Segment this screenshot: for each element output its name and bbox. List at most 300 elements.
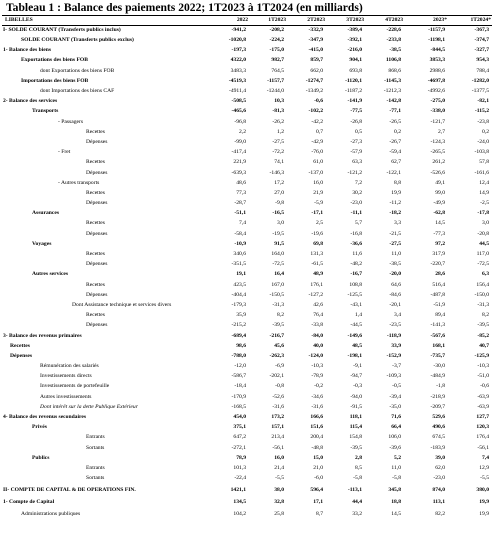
value-cell: 15,0 [313,454,323,461]
value-cell: 982,7 [271,57,284,64]
value-cell: 2,5 [316,220,323,227]
value-cell: 78,9 [236,454,246,461]
value-cell: 66,4 [391,424,401,431]
value-cell: -17,8 [477,210,489,217]
value-cell: 166,6 [310,414,323,421]
table-row [2,66,492,76]
value-cell: -124,3 [430,138,445,145]
table-row [2,168,492,178]
value-cell: -150,0 [474,291,489,298]
value-cell: -27,3 [350,138,362,145]
value-cell: 529,6 [432,414,445,421]
value-cell: -487,8 [430,291,445,298]
value-cell: -208,2 [269,26,284,33]
row-label: Importations des biens FOB [21,77,89,84]
value-cell: 156,4 [476,281,489,288]
value-cell: 76,4 [313,312,323,319]
value-cell: 3,0 [277,220,284,227]
table-row [2,25,492,36]
row-label: 4- Balance des revenus secondaires [3,414,87,421]
value-cell: 19,1 [236,271,246,278]
value-cell: -1120,1 [345,77,362,84]
value-cell: -77,1 [389,108,401,115]
value-cell: 38,0 [274,486,284,493]
value-cell: 16,4 [274,271,284,278]
value-cell: -11,2 [389,200,401,207]
value-cell: 8,5 [355,464,362,471]
value-cell: -58,4 [234,230,246,237]
value-cell: 375,1 [233,424,246,431]
value-cell: 28,6 [435,271,445,278]
value-cell: -51,0 [477,373,489,380]
value-cell: -215,2 [231,322,246,329]
table-row [2,453,492,463]
value-cell: 115,4 [349,424,362,431]
value-cell: -34,6 [311,393,323,400]
value-cell: 118,1 [349,414,362,421]
value-cell: -23,5 [389,322,401,329]
value-cell: -844,5 [430,47,445,54]
value-cell: -125,5 [347,291,362,298]
row-label: - Passagers [58,118,84,125]
value-cell: 2,2 [239,128,246,135]
value-cell: 62,7 [391,159,401,166]
row-label: I- SOLDE COURANT (Transferts publics inclus) [3,26,121,33]
value-cell: 97,2 [435,240,445,247]
table-row [2,392,492,402]
table-row [2,158,492,168]
table-row [2,56,492,66]
value-cell: -121,2 [347,169,362,176]
value-cell: 21,9 [313,189,323,196]
value-cell: -28,7 [234,200,246,207]
row-label: Administrations publiques [21,510,81,517]
table-row [2,178,492,188]
value-cell: 4322,0 [230,57,246,64]
value-cell: -1377,5 [471,88,489,95]
value-cell: 16,0 [313,179,323,186]
value-cell: 7,4 [239,220,246,227]
value-cell: -42,9 [311,138,323,145]
value-cell: 33,2 [352,510,362,517]
value-cell: -63,9 [477,393,489,400]
value-cell: -39,5 [477,322,489,329]
value-cell: 14,9 [479,189,489,196]
value-cell: 12,9 [479,464,489,471]
value-cell: -220,7 [430,261,445,268]
table-row [2,443,492,453]
value-cell: 71,6 [391,414,401,421]
value-cell: 176,4 [476,434,489,441]
value-cell: 380,0 [476,486,489,493]
value-cell: -228,6 [386,26,401,33]
value-cell: -415,0 [308,47,323,54]
value-cell: 151,6 [310,424,323,431]
table-row [2,209,492,219]
value-cell: 157,1 [271,424,284,431]
table-row [2,372,492,382]
row-label: Entrants [86,434,105,441]
row-label: Dont intérêt sur la dette Publique Extérieur [40,403,138,410]
value-cell: -51,1 [234,210,246,217]
value-cell: 764,5 [271,67,284,74]
table-row [2,280,492,290]
value-cell: -4992,6 [427,88,445,95]
table-row [2,36,492,46]
value-cell: 8,2 [277,312,284,319]
value-cell: 30,2 [352,189,362,196]
value-cell: -31,3 [272,301,284,308]
value-cell: -332,9 [308,26,323,33]
column-header: LIBELLES [2,16,210,26]
value-cell: -121,7 [430,118,445,125]
value-cell: -38,5 [389,47,401,54]
value-cell: -94,7 [350,373,362,380]
row-label: Recettes [86,189,105,196]
value-cell: 35,9 [236,312,246,319]
row-label: - Autres transports [58,179,100,186]
table-row [2,46,492,56]
value-cell: 261,2 [432,159,445,166]
value-cell: -118,9 [386,332,401,339]
table-row [2,484,492,497]
value-cell: -19,5 [272,230,284,237]
table-row [2,77,492,87]
value-cell: 168,1 [432,342,445,349]
value-cell: -84,6 [389,291,401,298]
value-cell: 32,8 [274,499,284,506]
value-cell: -20,0 [389,271,401,278]
row-label: Publics [32,454,50,461]
column-header: 3T2023 [326,16,365,26]
table-row [2,97,492,107]
value-cell: -142,8 [386,98,401,105]
value-cell: -11,1 [350,210,362,217]
value-cell: -5,9 [314,200,323,207]
value-cell: -39,5 [272,322,284,329]
table-body [2,25,492,519]
value-cell: 2,8 [355,454,362,461]
value-cell: -124,0 [308,352,323,359]
value-cell: 0,2 [482,128,489,135]
value-cell: 788,4 [476,67,489,74]
value-cell: -735,7 [430,352,445,359]
value-cell: -77,5 [350,108,362,115]
row-label: Autres investissements [40,393,92,400]
value-cell: -103,8 [474,149,489,156]
value-cell: 11,0 [391,464,401,471]
value-cell: -5,8 [392,475,401,482]
value-cell: 101,3 [233,464,246,471]
value-cell: -141,3 [430,322,445,329]
value-cell: -0,5 [392,383,401,390]
row-label: Autres services [32,271,69,278]
value-cell: -82,1 [477,98,489,105]
row-label: Recettes [10,342,30,349]
value-cell: 859,7 [310,57,323,64]
value-cell: 904,1 [349,57,362,64]
value-cell: 3,3 [394,220,401,227]
value-cell: 134,5 [233,499,246,506]
value-cell: 3483,3 [230,67,246,74]
value-cell: 868,6 [388,67,401,74]
value-cell: 516,4 [432,281,445,288]
table-row [2,321,492,331]
value-cell: -72,5 [477,261,489,268]
value-cell: 48,9 [313,271,323,278]
value-cell: 11,0 [391,251,401,258]
value-cell: -33,8 [311,322,323,329]
value-cell: -24,0 [477,138,489,145]
value-cell: -16,8 [350,230,362,237]
value-cell: -48,8 [311,444,323,451]
value-cell: -72,5 [272,261,284,268]
value-cell: -141,9 [347,98,362,105]
value-cell: 221,9 [233,159,246,166]
row-label: II- COMPTE DE CAPITAL & DE OPERATIONS FIN. [3,486,136,493]
value-cell: -85,2 [477,332,489,339]
value-cell: -404,4 [231,291,246,298]
table-row [2,497,492,510]
value-cell: -2,5 [480,200,489,207]
table-row [2,464,492,474]
value-cell: -5,8 [353,475,362,482]
value-cell: 1421,1 [230,486,246,493]
value-cell: -26,5 [389,118,401,125]
value-cell: 7,4 [482,454,489,461]
value-cell: 19,9 [479,499,489,506]
row-label: Dépenses [86,169,108,176]
row-label: Voyages [32,240,52,247]
value-cell: -161,6 [474,169,489,176]
value-cell: 7,2 [355,179,362,186]
value-cell: -16,5 [272,210,284,217]
value-cell: 317,9 [432,251,445,258]
row-label: Recettes [86,251,105,258]
column-header: 4T2023 [365,16,404,26]
value-cell: 674,5 [432,434,445,441]
value-cell: -122,1 [386,169,401,176]
value-cell: 490,6 [432,424,445,431]
value-cell: -0,6 [480,383,489,390]
value-cell: 8,2 [482,312,489,319]
row-label: dont Exportations des biens FOB [40,67,115,74]
value-cell: -275,0 [430,98,445,105]
value-cell: 74,1 [274,159,284,166]
value-cell: 3,0 [482,220,489,227]
row-label: Privés [32,424,47,431]
value-cell: 18,8 [391,499,401,506]
table-row [2,270,492,280]
value-cell: -63,9 [477,403,489,410]
table-row [2,509,492,519]
value-cell: 63,3 [352,159,362,166]
value-cell: -19,6 [311,230,323,237]
value-cell: -198,1 [347,352,362,359]
row-label: Transports [32,108,59,115]
value-cell: -76,0 [311,149,323,156]
value-cell: 173,2 [271,414,284,421]
value-cell: -338,0 [430,108,445,115]
value-cell: -10,3 [311,363,323,370]
value-cell: -18,2 [389,210,401,217]
value-cell: -175,0 [269,47,284,54]
value-cell: -12,0 [234,363,246,370]
value-cell: -30,0 [433,363,445,370]
value-cell: -5,5 [275,475,284,482]
value-cell: -115,2 [474,108,489,115]
value-cell: -152,9 [386,352,401,359]
row-label: 1- Compte de Capital [3,499,55,506]
value-cell: 176,1 [310,281,323,288]
row-label: Recettes [86,128,105,135]
value-cell: 167,0 [271,281,284,288]
table-row [2,352,492,362]
value-cell: 164,0 [271,251,284,258]
table-row [2,219,492,229]
table-row [2,413,492,423]
value-cell: -38,5 [389,261,401,268]
value-cell: -42,2 [311,118,323,125]
value-cell: -6,0 [314,475,323,482]
value-cell: -125,9 [474,352,489,359]
value-cell: -216,7 [269,332,284,339]
value-cell: -22,4 [234,475,246,482]
value-cell: -81,3 [272,108,284,115]
value-cell: -392,1 [347,37,362,44]
value-cell: 2988,6 [429,67,445,74]
value-cell: 104,2 [233,510,246,517]
value-cell: -109,3 [386,373,401,380]
value-cell: 108,8 [349,281,362,288]
row-label: Assurances [32,210,60,217]
value-cell: -941,2 [231,26,246,33]
row-label: Dépenses [86,200,108,207]
value-cell: -351,5 [231,261,246,268]
value-cell: 27,0 [274,189,284,196]
value-cell: -389,4 [347,26,362,33]
value-cell: -27,5 [272,138,284,145]
value-cell: -51,9 [433,301,445,308]
value-cell: 131,3 [310,251,323,258]
column-header: 2022 [210,16,249,26]
value-cell: -39,6 [389,444,401,451]
value-cell: 340,6 [233,251,246,258]
value-cell: -91,5 [350,403,362,410]
value-cell: 19,9 [391,189,401,196]
value-cell: -1,8 [436,383,445,390]
value-cell: 82,2 [435,510,445,517]
value-cell: 117,0 [476,251,489,258]
value-cell: 21,0 [313,464,323,471]
row-label: - Fret [58,149,71,156]
value-cell: -465,6 [231,108,246,115]
table-row [2,148,492,158]
table-row [2,250,492,260]
value-cell: -788,0 [231,352,246,359]
value-cell: -31,6 [272,403,284,410]
row-label: Exportations des biens FOB [21,57,88,64]
value-cell: 454,0 [233,414,246,421]
value-cell: -26,2 [272,118,284,125]
value-cell: -26,8 [350,118,362,125]
row-label: Dépenses [10,352,33,359]
value-cell: -526,6 [430,169,445,176]
value-cell: 6,3 [482,271,489,278]
value-cell: -23,8 [477,118,489,125]
row-label: Dépenses [86,261,108,268]
value-cell: -10,9 [234,240,246,247]
value-cell: 5,7 [355,220,362,227]
value-cell: -347,9 [308,37,323,44]
row-label: Dépenses [86,138,108,145]
table-row [2,199,492,209]
value-cell: -52,6 [272,393,284,400]
value-cell: -102,2 [308,108,323,115]
value-cell: -17,1 [311,210,323,217]
value-cell: 44,5 [479,240,489,247]
value-cell: -1274,7 [305,77,323,84]
value-cell: -374,7 [474,37,489,44]
row-label: SOLDE COURANT (Transferts publics exclus) [21,37,134,44]
value-cell: 423,5 [233,281,246,288]
value-cell: 345,8 [388,486,401,493]
value-cell: -0,3 [353,383,362,390]
value-cell: 49,1 [435,179,445,186]
value-cell: -484,9 [430,373,445,380]
value-cell: 200,4 [310,434,323,441]
row-label: Sortants [86,475,105,482]
value-cell: -39,5 [350,444,362,451]
value-cell: -113,1 [347,486,362,493]
value-cell: -99,0 [234,138,246,145]
row-label: Recettes [86,220,105,227]
value-cell: -150,5 [269,291,284,298]
value-cell: -1349,2 [305,88,323,95]
value-cell: -62,8 [433,210,445,217]
value-cell: -209,7 [430,403,445,410]
value-cell: 14,5 [435,220,445,227]
value-cell: -689,4 [231,332,246,339]
value-cell: -0,2 [314,383,323,390]
table-row [2,331,492,341]
value-cell: 11,6 [352,251,362,258]
row-label: Recettes [86,312,105,319]
table-row [2,433,492,443]
value-cell: -57,9 [350,149,362,156]
row-label: dont Importations des biens CAF [40,88,115,95]
value-cell: -1187,2 [344,88,362,95]
value-cell: 48,6 [236,179,246,186]
value-cell: 3,4 [394,312,401,319]
value-cell: 127,7 [476,414,489,421]
value-cell: -94,0 [350,393,362,400]
value-cell: 8,7 [316,510,323,517]
value-cell: -1244,0 [266,88,284,95]
value-cell: 77,3 [236,189,246,196]
value-cell: -36,6 [350,240,362,247]
row-label: Recettes [86,281,105,288]
value-cell: -202,1 [269,373,284,380]
value-cell: -170,9 [231,393,246,400]
value-cell: -0,6 [314,98,323,105]
value-cell: 1106,8 [385,57,401,64]
value-cell: 154,8 [349,434,362,441]
value-cell: -48,2 [350,261,362,268]
value-cell: 64,6 [391,281,401,288]
value-cell: -23,0 [350,200,362,207]
value-cell: -586,7 [231,373,246,380]
